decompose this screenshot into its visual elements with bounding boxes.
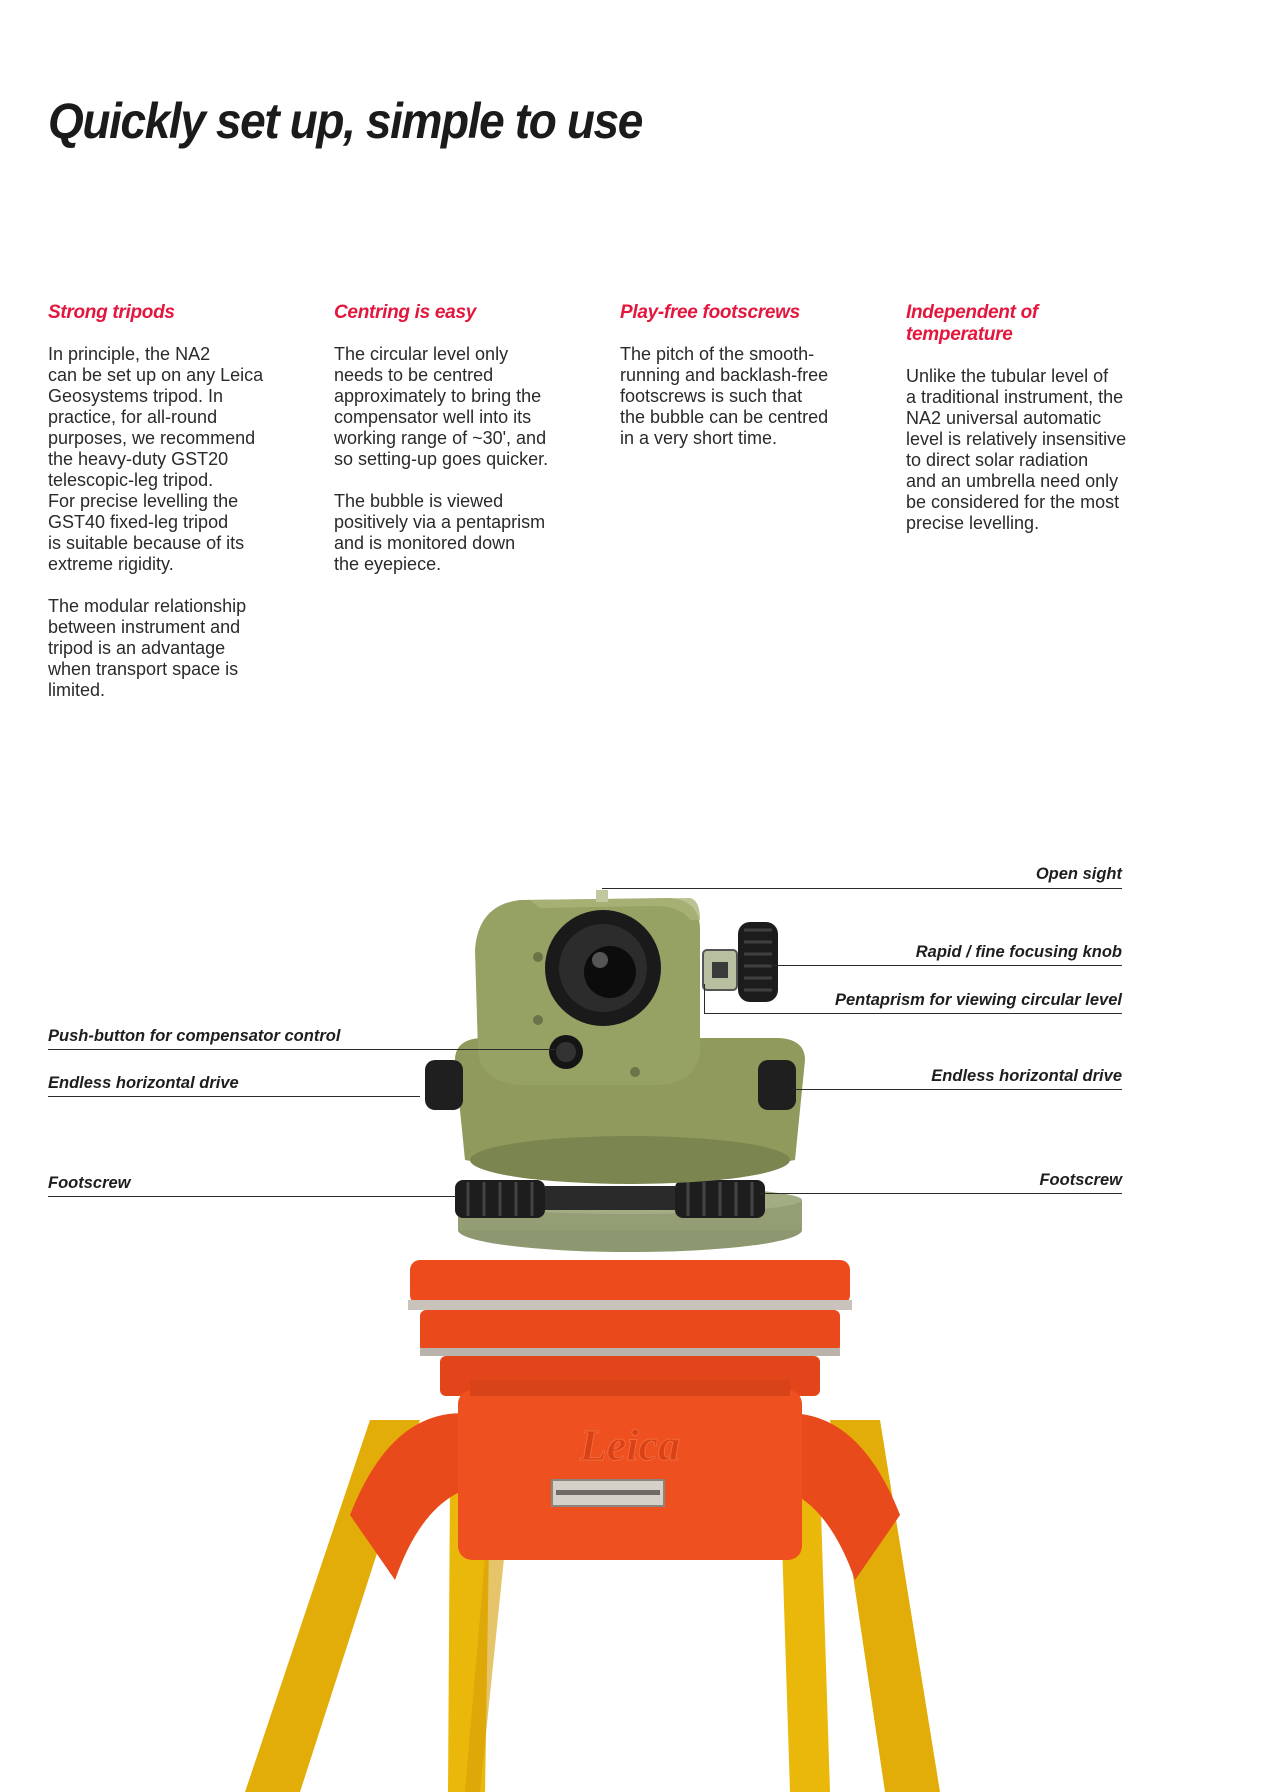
callout-leader-line xyxy=(760,1193,1122,1194)
callout-footscrew-right: Footscrew xyxy=(1039,1171,1122,1189)
column-centring xyxy=(334,302,584,596)
column-strong-tripods xyxy=(48,302,298,722)
column-paragraph: The bubble is viewed positively via a pentaprism and is monitored down the eyepiece. xyxy=(334,491,546,574)
callout-leader-line xyxy=(48,1096,420,1097)
tripod-head-top xyxy=(410,1260,850,1305)
column-paragraph: The circular level only needs to be centred approximately to bring the compensator well into its working range of ~30', and so setting-up goes quicker. xyxy=(334,344,549,469)
column-paragraph: The pitch of the smooth- running and backlash-free footscrews is such that the bubble can be centred in a very short time. xyxy=(620,344,829,448)
column-heading: Strong tripods xyxy=(48,302,175,323)
callout-leader-line xyxy=(48,1196,456,1197)
callout-leader-line xyxy=(704,984,705,1013)
column-temperature xyxy=(906,302,1156,555)
callout-footscrew-left: Footscrew xyxy=(48,1174,131,1192)
callout-leader-line xyxy=(792,1089,1122,1090)
instrument-figure xyxy=(0,860,1278,1792)
column-heading: Centring is easy xyxy=(334,302,476,323)
callout-pentaprism: Pentaprism for viewing circular level xyxy=(834,991,1122,1009)
horizontal-drive-left xyxy=(425,1060,463,1110)
tripod-brand: Leica xyxy=(579,1421,681,1470)
column-paragraph: Unlike the tubular level of a traditional instrument, the NA2 universal automatic level is relatively insensitive to direct solar radiation and an umbrella need only be considered for the most precise levelling. xyxy=(906,366,1127,533)
column-paragraph: In principle, the NA2 can be set up on any Leica Geosystems tripod. In practice, for all-round purposes, we recommend the heavy-duty GST20 telescopic-leg tripod. For precise levelling the GST40 fixed-leg tripod is suitable because of its extreme rigidity. xyxy=(48,344,264,574)
horizontal-drive-right xyxy=(758,1060,796,1110)
callout-leader-line xyxy=(48,1049,420,1050)
callout-leader-line xyxy=(420,1049,560,1050)
column-footscrews xyxy=(620,302,870,470)
callout-horizontal-drive-right: Endless horizontal drive xyxy=(931,1067,1122,1085)
column-paragraph: The modular relationship between instrument and tripod is an advantage when transport space is limited. xyxy=(48,596,247,700)
callout-leader-line xyxy=(602,888,1122,889)
page-title: Quickly set up, simple to use xyxy=(48,93,642,149)
footscrew-left xyxy=(455,1180,545,1218)
tripod-head-body xyxy=(458,1390,802,1560)
column-heading: Independent of temperature xyxy=(906,302,1038,345)
callout-leader-line xyxy=(770,965,1122,966)
column-heading: Play-free footscrews xyxy=(620,302,800,323)
callout-leader-line xyxy=(704,1013,1122,1014)
footscrew-right xyxy=(675,1180,765,1218)
callout-open-sight: Open sight xyxy=(1035,865,1122,883)
callout-focusing-knob: Rapid / fine focusing knob xyxy=(915,943,1122,961)
callout-push-button: Push-button for compensator control xyxy=(48,1027,341,1045)
callout-horizontal-drive-left: Endless horizontal drive xyxy=(48,1074,239,1092)
